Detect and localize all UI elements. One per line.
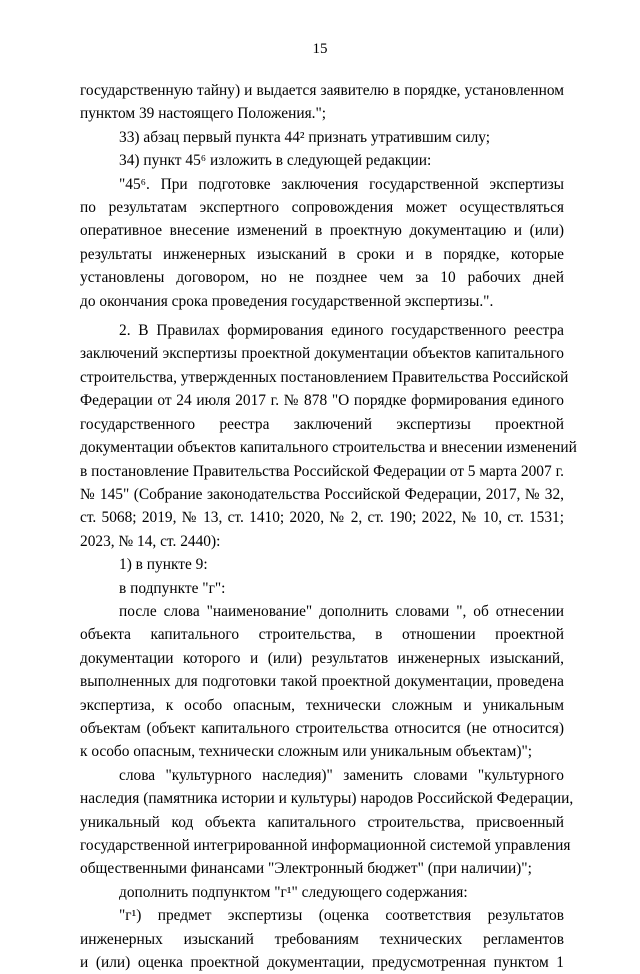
text-line: государственной интегрированной информационной системой управления <box>80 837 571 854</box>
paragraph <box>80 149 564 172</box>
text-line: 2. В Правилах формирования единого государственного реестра <box>119 322 564 340</box>
text-line: заключений экспертизы проектной документации объектов капитального <box>80 345 564 363</box>
text-line: результаты инженерных изысканий в сроки и в порядке, которые <box>80 245 564 263</box>
text-line: документации которого и (или) результатов инженерных изысканий, <box>80 649 564 667</box>
text-line: инженерных изысканий требованиям технических регламентов <box>80 930 564 948</box>
paragraph <box>80 904 564 974</box>
text-line: объекта капитального строительства, в отношении проектной <box>80 626 564 644</box>
paragraph <box>80 126 564 149</box>
text-line: ст. 5068; 2019, № 13, ст. 1410; 2020, № 2, ст. 190; 2022, № 10, ст. 1531; <box>80 509 564 527</box>
paragraph <box>80 173 564 313</box>
text-line: "г¹) предмет экспертизы (оценка соответствия результатов <box>119 907 564 925</box>
text-line: объектам (объект капитального строительства относится (не относится) <box>80 719 564 737</box>
text-line: оперативное внесение изменений в проектную документацию и (или) <box>80 222 564 240</box>
text-line: дополнить подпунктом "г¹" следующего содержания: <box>119 883 468 901</box>
text-line: государственного реестра заключений экспертизы проектной <box>80 415 564 433</box>
paragraph <box>80 553 564 576</box>
text-line: пунктом 39 настоящего Положения."; <box>80 105 327 123</box>
text-line: в подпункте "г": <box>119 579 226 597</box>
text-line: наследия (памятника истории и культуры) народов Российской Федерации, <box>80 790 574 808</box>
text-line: после слова "наименование" дополнить словами ", об отнесении <box>119 602 564 620</box>
text-line: документации объектов капитального строительства и внесении изменений <box>80 439 577 457</box>
text-line: государственную тайну) и выдается заявителю в порядке, установленном <box>80 82 564 99</box>
text-line: общественными финансами "Электронный бюджет" (при наличии)"; <box>80 860 532 878</box>
text-line: слова "культурного наследия)" заменить словами "культурного <box>119 766 564 784</box>
text-line: выполненных для подготовки такой проектной документации, проведена <box>80 673 564 691</box>
text-line: до окончания срока проведения государственной экспертизы.". <box>80 292 494 310</box>
text-line: 34) пункт 45⁶ изложить в следующей редакции: <box>119 152 432 170</box>
text-line: уникальный код объекта капитального строительства, присвоенный <box>80 813 564 831</box>
paragraph <box>80 764 574 881</box>
text-line: установлены договором, но не позднее чем за 10 рабочих дней <box>80 269 564 287</box>
paragraph <box>80 319 577 553</box>
text-line: Федерации от 24 июля 2017 г. № 878 "О порядке формирования единого <box>80 392 564 410</box>
paragraph <box>80 577 564 600</box>
text-line: 1) в пункте 9: <box>119 556 208 574</box>
text-line: к особо опасным, технически сложным или уникальным объектам)"; <box>80 743 533 761</box>
text-line: "45⁶. При подготовке заключения государственной экспертизы <box>119 175 564 193</box>
text-line: экспертиза, к особо опасным, технически сложным и уникальным <box>80 696 564 714</box>
page-number: 15 <box>312 41 328 57</box>
text-line: по результатам экспертного сопровождения может осуществляться <box>80 199 564 217</box>
document-body <box>80 79 577 974</box>
text-line: 2023, № 14, ст. 2440): <box>80 532 221 550</box>
paragraph <box>80 881 564 904</box>
text-line: и (или) оценка проектной документации, предусмотренная пунктом 1 <box>80 954 564 972</box>
paragraph <box>80 79 564 126</box>
text-line: № 145" (Собрание законодательства Российской Федерации, 2017, № 32, <box>80 485 564 503</box>
text-line: строительства, утвержденных постановлением Правительства Российской <box>80 368 569 386</box>
text-line: 33) абзац первый пункта 44² признать утратившим силу; <box>119 128 491 146</box>
paragraph <box>80 600 564 764</box>
text-line: в постановление Правительства Российской Федерации от 5 марта 2007 г. <box>80 462 564 480</box>
